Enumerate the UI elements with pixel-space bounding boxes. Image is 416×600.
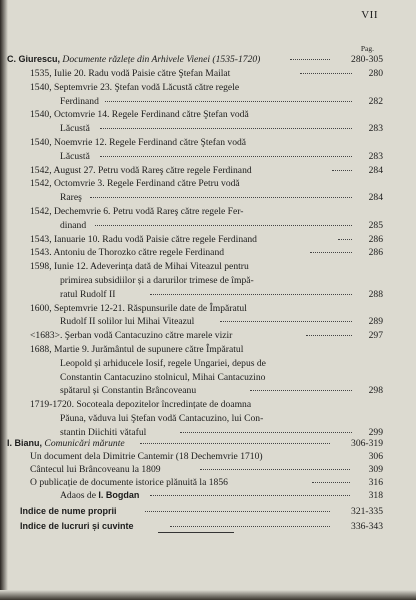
dot-leader [150, 495, 350, 496]
list-item [0, 67, 416, 80]
entry-text: 1542, Octomvrie 3. Regele Ferdinand către Petru vodă [30, 178, 240, 190]
entry-text: Cântecul lui Brâncoveanu la 1809 [30, 464, 161, 475]
entry-text: Indice de lucruri și cuvinte [20, 521, 134, 531]
dot-leader [220, 321, 352, 322]
list-item [0, 164, 416, 177]
entry-text: 1719-1720. Socoteala depozitelor încredințate de doamna [30, 399, 252, 411]
dot-leader [332, 170, 352, 171]
entry-text: primirea subsidiilor și a darurilor trimese de împă- [60, 275, 254, 286]
section-title: Documente răzlețe din Arhivele Vienei (1535-1720) [62, 54, 261, 65]
list-item [0, 233, 416, 246]
entry-text: Un document dela Dimitrie Cantemir (18 Dechemvrie 1710) [30, 451, 263, 462]
list-item [0, 371, 416, 384]
entry-page: 280 [368, 68, 383, 79]
list-item [0, 136, 416, 149]
list-item [0, 329, 416, 342]
dot-leader [140, 443, 330, 444]
dot-leader [200, 469, 350, 470]
section-author: C. Giurescu, [7, 54, 61, 64]
entry-page: 285 [368, 219, 383, 231]
entry-page: 286 [368, 247, 383, 259]
entry-text: ratul Rudolf II [60, 288, 116, 300]
page-shadow-bottom [0, 590, 416, 600]
list-item [0, 95, 416, 108]
entry-text: 1535, Iulie 20. Radu vodă Paisie către Ştefan Mailat [30, 68, 231, 79]
section-heading-bianu [0, 437, 416, 450]
list-item [0, 191, 416, 204]
list-item [0, 219, 416, 232]
entry-text: 1543, Ianuarie 10. Radu vodă Paisie către regele Ferdinand [30, 233, 257, 245]
adaos-prefix: Adaos de [60, 490, 96, 501]
list-item [0, 315, 416, 328]
entry-page: 298 [368, 385, 383, 397]
section-heading-content [7, 437, 125, 450]
entry-text: Lăcustă [60, 150, 90, 162]
entry-text: Indice de nume proprii [20, 506, 117, 516]
entry-text: 1540, Septemvrie 23. Ştefan vodă Lăcustă către regele [30, 81, 240, 93]
entry-text: Rudolf II solilor lui Mihai Viteazul [60, 316, 195, 328]
dot-leader [250, 390, 352, 391]
entry-page: 316 [368, 477, 383, 488]
list-item [0, 108, 416, 121]
section-pages: 280-305 [351, 54, 383, 65]
index-names-entry [0, 505, 416, 518]
dot-leader [170, 526, 330, 527]
list-item [0, 489, 416, 502]
entry-text: stantin Diichiti vătaful [60, 426, 147, 438]
page-number: VII [361, 9, 378, 21]
section-pages: 306-319 [351, 438, 383, 449]
dot-leader [180, 432, 352, 433]
dot-leader [150, 294, 352, 295]
entry-text: 1542, August 27. Petru vodă Rareş către regele Ferdinand [30, 164, 252, 176]
entry-text: 1543. Antoniu de Thorozko către regele Ferdinand [30, 247, 225, 259]
entry-text: Rareş [60, 192, 82, 204]
list-item [0, 177, 416, 190]
dot-leader [105, 101, 352, 102]
list-item [0, 476, 416, 489]
section-title: Comunicări mărunte [44, 438, 125, 449]
dot-leader [145, 511, 330, 512]
dot-leader [300, 73, 352, 74]
entry-text: Lăcustă [60, 123, 90, 135]
dot-leader [90, 197, 352, 198]
list-item [0, 412, 416, 425]
list-item [0, 398, 416, 411]
entry-page: 289 [368, 316, 383, 328]
list-item [0, 122, 416, 135]
list-item [0, 463, 416, 476]
list-item [0, 357, 416, 370]
list-item [0, 384, 416, 397]
entry-page: 336-343 [351, 521, 383, 532]
entry-page: 297 [368, 330, 383, 342]
entry-text: <1683>. Şerban vodă Cantacuzino către marele vizir [30, 330, 233, 342]
dot-leader [95, 225, 352, 226]
entry-text: dinand [60, 219, 87, 231]
entry-text: 1542, Dechemvrie 6. Petru vodă Rareş către regele Fer- [30, 206, 244, 217]
section-heading-giurescu [0, 53, 416, 66]
list-item [0, 246, 416, 259]
entry-page: 299 [368, 426, 383, 438]
entry-text: 1600, Septemvrie 12-21. Răspunsurile date de Împăratul [30, 302, 247, 314]
entry-text: 1688, Martie 9. Jurământul de supunere către Împăratul [30, 344, 244, 355]
list-item [0, 150, 416, 163]
entry-page: 318 [368, 490, 383, 501]
entry-page: 286 [368, 233, 383, 245]
list-item [0, 260, 416, 273]
dot-leader [312, 482, 350, 483]
list-item [0, 343, 416, 356]
entry-text: 1540, Octomvrie 14. Regele Ferdinand către Ştefan vodă [30, 109, 249, 121]
entry-text: O publicație de documente istorice plănuită la 1856 [30, 477, 228, 488]
entry-page: 283 [368, 150, 383, 162]
entry-page: 282 [368, 95, 383, 107]
entry-page: 284 [368, 192, 383, 204]
list-item [0, 450, 416, 463]
entry-page: 284 [368, 164, 383, 176]
entry-text: spătarul și Constantin Brâncoveanu [60, 385, 197, 397]
entry-text: 1540, Noemvrie 12. Regele Ferdinand către Ştefan vodă [30, 137, 247, 148]
closing-rule [158, 532, 234, 533]
dot-leader [338, 239, 352, 240]
entry-page: 288 [368, 288, 383, 300]
entry-page: 283 [368, 123, 383, 135]
list-item [0, 274, 416, 287]
dot-leader [310, 252, 352, 253]
entry-page: 306 [368, 451, 383, 462]
list-item [0, 288, 416, 301]
entry-text: Leopold și arhiducele Iosif, regele Ungariei, depus de [60, 357, 266, 369]
entry-text: Păuna, văduva lui Ştefan vodă Cantacuzino, lui Con- [60, 413, 264, 424]
page-column-header: Pag. [360, 44, 374, 53]
list-item [0, 205, 416, 218]
entry-text: 1598, Iunie 12. Adeverința dată de Mihai Viteazul pentru [30, 261, 249, 273]
section-author: I. Bianu, [7, 438, 43, 448]
entry-text: Constantin Cantacuzino stolnicul, Mihai Cantacuzino [60, 371, 266, 383]
section-heading-content [7, 53, 260, 66]
adaos-author: I. Bogdan [98, 490, 140, 500]
entry-page: 321-335 [351, 506, 383, 517]
dot-leader [306, 335, 352, 336]
entry-text: Ferdinand [60, 95, 99, 107]
entry-text [60, 489, 139, 502]
dot-leader [100, 128, 352, 129]
dot-leader [100, 156, 352, 157]
list-item [0, 302, 416, 315]
dot-leader [290, 59, 330, 60]
list-item [0, 81, 416, 94]
entry-page: 309 [368, 464, 383, 475]
